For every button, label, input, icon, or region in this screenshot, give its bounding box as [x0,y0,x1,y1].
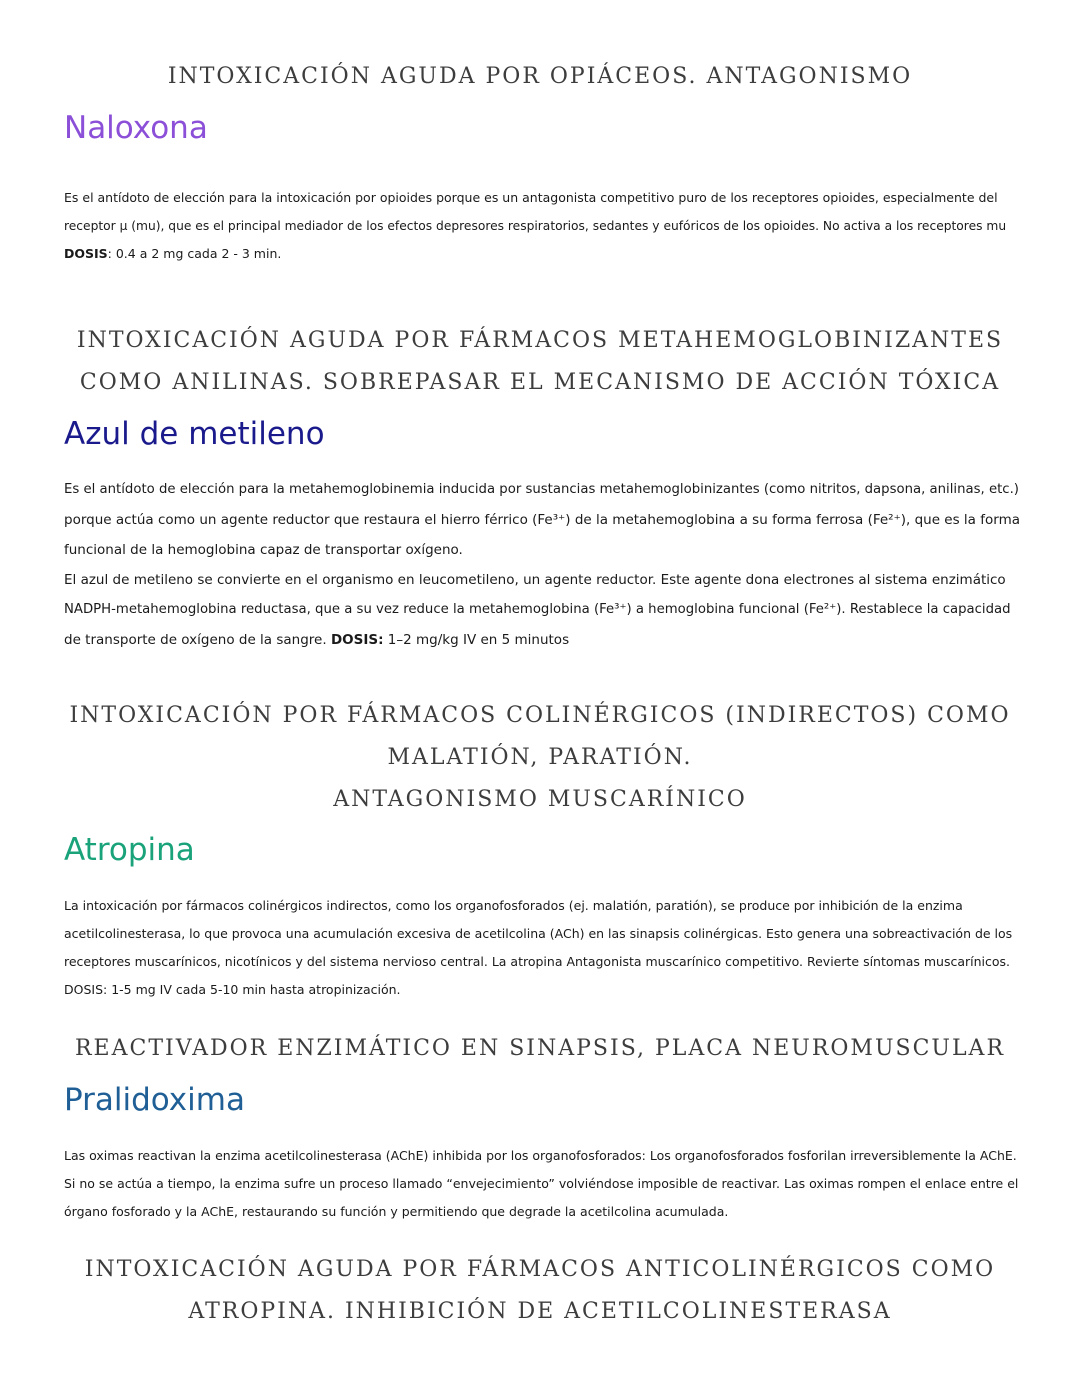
paragraph-line: acetilcolinesterasa, lo que provoca una acumulación excesiva de acetilcolina (ACh) en las sinapsis colinérgicas. Esto genera una sobreactivación de los [64,926,1013,941]
paragraph-azul-de-metileno [64,475,1024,655]
heading-line: INTOXICACIÓN POR FÁRMACOS COLINÉRGICOS (INDIRECTOS) COMO [69,703,1011,728]
section-heading-opiaceos [40,56,1040,98]
drug-title-azul-de-metileno: Azul de metileno [64,416,325,452]
heading-line: INTOXICACIÓN AGUDA POR FÁRMACOS ANTICOLINÉRGICOS COMO [84,1257,996,1282]
heading-line: COMO ANILINAS. SOBREPASAR EL MECANISMO DE ACCIÓN TÓXICA [79,370,1001,395]
paragraph-line: receptor μ (mu), que es el principal mediador de los efectos depresores respiratorios, sedantes y eufóricos de los opioides. No activa a los receptores mu [64,219,1007,233]
heading-line: REACTIVADOR ENZIMÁTICO EN SINAPSIS, PLACA NEUROMUSCULAR [74,1036,1006,1061]
paragraph-line: Si no se actúa a tiempo, la enzima sufre un proceso llamado “envejecimiento” volviéndose imposible de reactivar. Las oximas rompen el enlace entre el [64,1176,1019,1191]
paragraph-atropina [64,892,1024,1004]
paragraph-pralidoxima [64,1142,1024,1226]
dose-line [64,625,1024,655]
paragraph-line: El azul de metileno se convierte en el organismo en leucometileno, un agente reductor. Este agente dona electrones al sistema enzimático [64,572,1006,588]
section-heading-colinergicos [40,695,1040,821]
section-heading-metahemoglobinizantes [40,320,1040,404]
drug-title-atropina: Atropina [64,832,195,868]
heading-line: ANTAGONISMO MUSCARÍNICO [333,787,747,812]
paragraph-line: porque actúa como un agente reductor que restaura el hierro férrico (Fe³⁺) de la metahemoglobina a su forma ferrosa (Fe²⁺), que es la forma [64,512,1020,528]
dose-text: : 0.4 a 2 mg cada 2 - 3 min. [107,246,282,261]
paragraph-line: DOSIS: 1-5 mg IV cada 5-10 min hasta atropinización. [64,982,401,997]
paragraph-line: funcional de la hemoglobina capaz de transportar oxígeno. [64,542,463,558]
drug-title-naloxona: Naloxona [64,110,208,146]
paragraph-line: receptores muscarínicos, nicotínicos y del sistema nervioso central. La atropina Antagonista muscarínico competitivo. Revierte síntomas muscarínicos. [64,954,1011,969]
heading-line: MALATIÓN, PARATIÓN. [387,745,693,770]
dose-label: DOSIS [64,246,108,261]
dose-text: 1–2 mg/kg IV en 5 minutos [383,632,570,648]
drug-title-pralidoxima: Pralidoxima [64,1082,245,1118]
heading-line: INTOXICACIÓN AGUDA POR OPIÁCEOS. ANTAGONISMO [167,64,913,89]
paragraph-line: Es el antídoto de elección para la metahemoglobinemia inducida por sustancias metahemoglobinizantes (como nitritos, dapsona, anilinas, etc.) [64,482,1019,497]
dose-line [64,240,1024,268]
paragraph-line: NADPH-metahemoglobina reductasa, que a su vez reduce la metahemoglobina (Fe³⁺) a hemoglobina funcional (Fe²⁺). Restablece la capacidad [64,602,1011,617]
section-heading-reactivador [40,1028,1040,1070]
dose-label: DOSIS: [330,632,384,648]
section-heading-anticolinergicos [40,1249,1040,1333]
paragraph-line: La intoxicación por fármacos colinérgicos indirectos, como los organofosforados (ej. malatión, paratión), se produce por inhibición de la enzima [64,898,963,913]
paragraph-line: órgano fosforado y la AChE, restaurando su función y permitiendo que degrade la acetilcolina acumulada. [64,1204,729,1219]
heading-line: INTOXICACIÓN AGUDA POR FÁRMACOS METAHEMOGLOBINIZANTES [76,328,1004,353]
paragraph-line: Es el antídoto de elección para la intoxicación por opioides porque es un antagonista competitivo puro de los receptores opioides, especialmente del [64,190,998,205]
heading-line: ATROPINA. INHIBICIÓN DE ACETILCOLINESTERASA [188,1299,892,1324]
paragraph-line-end: de transporte de oxígeno de la sangre. [64,632,331,648]
paragraph-naloxona [64,184,1024,268]
paragraph-line: Las oximas reactivan la enzima acetilcolinesterasa (AChE) inhibida por los organofosforados: Los organofosforados fosforilan irreversiblemente la AChE. [64,1148,1017,1163]
